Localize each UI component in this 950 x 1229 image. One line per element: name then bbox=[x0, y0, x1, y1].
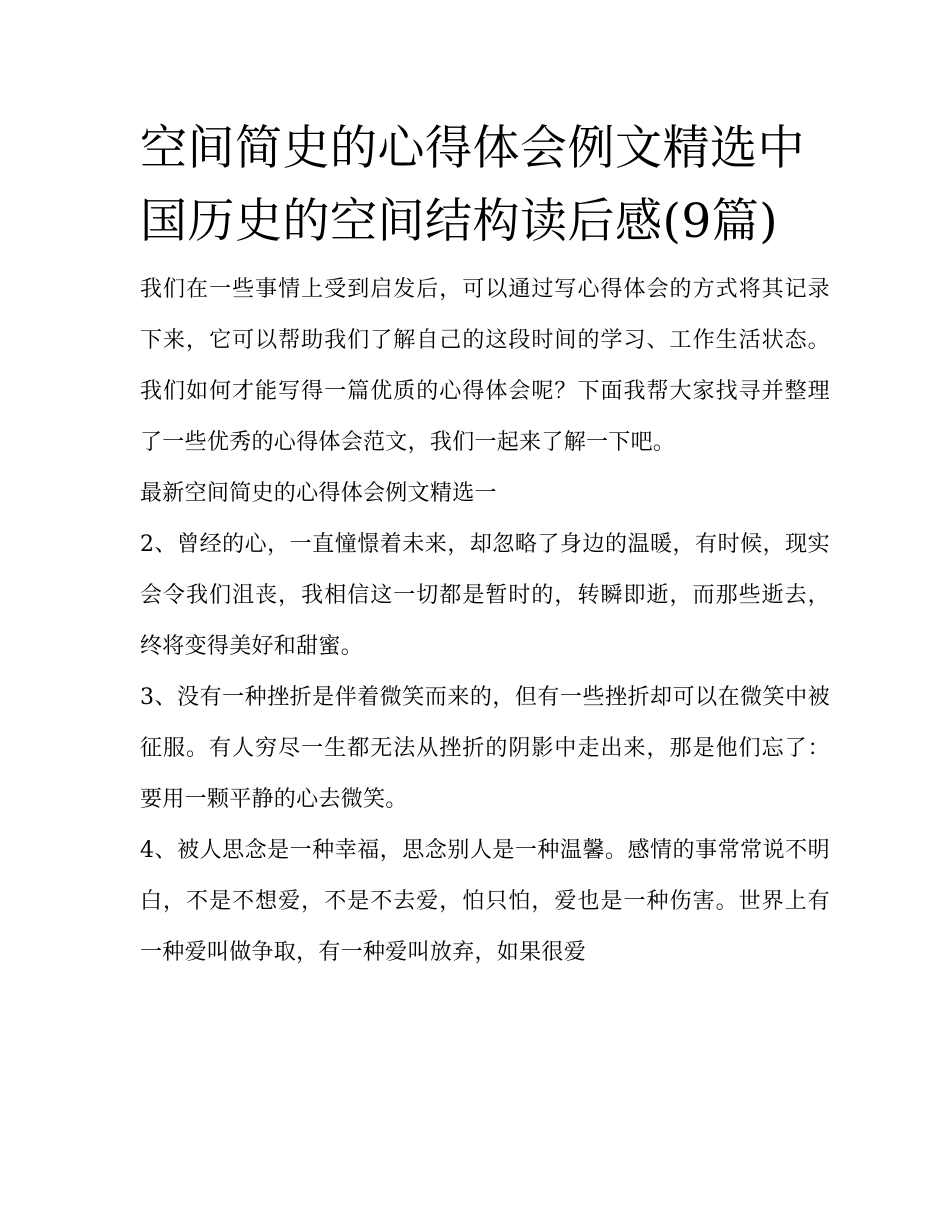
document-title: 空间简史的心得体会例文精选中国历史的空间结构读后感(9篇) bbox=[140, 121, 805, 249]
intro-paragraph: 我们在一些事情上受到启发后，可以通过写心得体会的方式将其记录下来，它可以帮助我们了解自己的这段时间的学习、工作生活状态。我们如何才能写得一篇优质的心得体会呢？下面我帮大家找寻并整理了一些优秀的心得体会范文，我们一起来了解一下吧。 bbox=[140, 277, 830, 455]
section-heading: 最新空间简史的心得体会例文精选一 bbox=[140, 481, 497, 506]
document-page bbox=[140, 112, 830, 978]
list-item-3: 3、没有一种挫折是伴着微笑而来的，但有一些挫折却可以在微笑中被征服。有人穷尽一生都无法从挫折的阴影中走出来，那是他们忘了：要用一颗平静的心去微笑。 bbox=[140, 685, 830, 812]
list-item-2: 2、曾经的心，一直憧憬着未来，却忽略了身边的温暖，有时候，现实会令我们沮丧，我相信这一切都是暂时的，转瞬即逝，而那些逝去，终将变得美好和甜蜜。 bbox=[140, 532, 830, 659]
list-item-4: 4、被人思念是一种幸福，思念别人是一种温馨。感情的事常常说不明白，不是不想爱，不是不去爱，怕只怕，爱也是一种伤害。世界上有一种爱叫做争取，有一种爱叫放弃，如果很爱 bbox=[140, 838, 830, 965]
